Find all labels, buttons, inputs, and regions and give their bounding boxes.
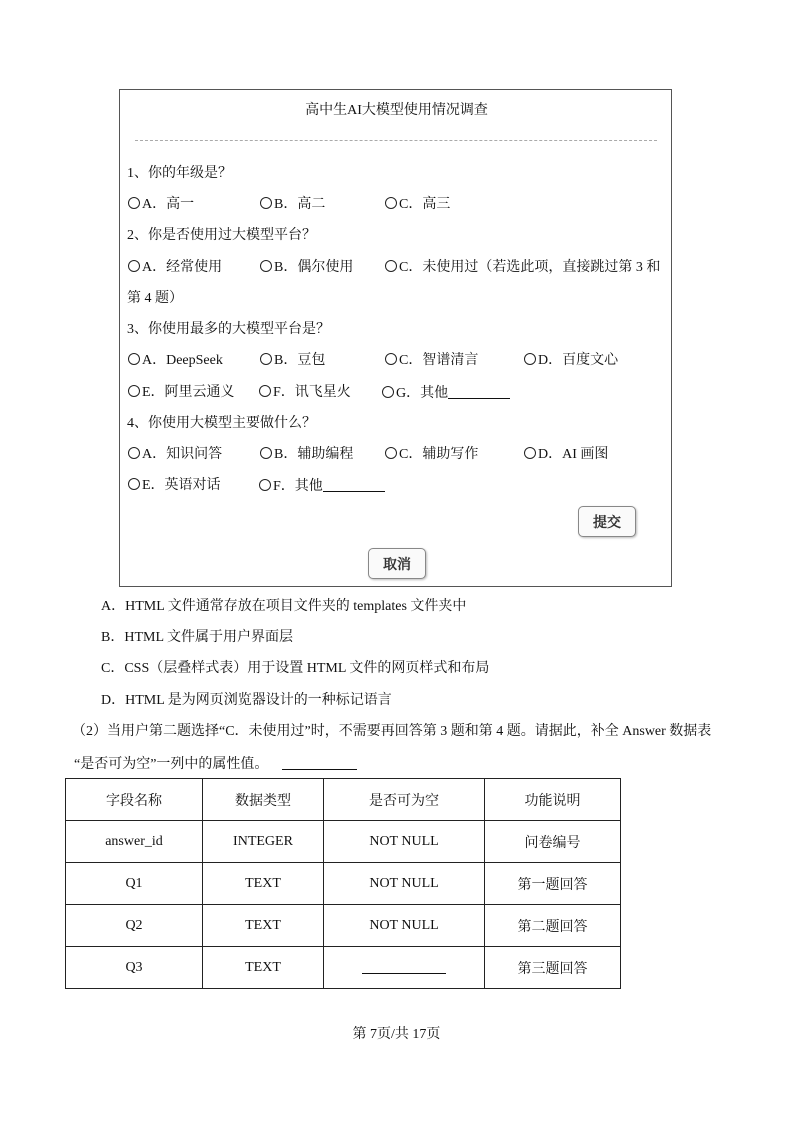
radio-option[interactable]: E．英语对话 — [128, 477, 221, 495]
answer-blank — [282, 755, 357, 770]
choice-a: A．HTML 文件通常存放在项目文件夹的 templates 文件夹中 — [101, 599, 467, 614]
header-cell: 是否可为空 — [324, 779, 485, 821]
header-cell: 字段名称 — [66, 779, 203, 821]
radio-option[interactable]: B．偶尔使用 — [260, 259, 353, 277]
radio-option[interactable]: D．百度文心 — [524, 352, 618, 370]
table-header-row — [66, 779, 621, 821]
radio-option[interactable]: C．辅助写作 — [385, 446, 478, 464]
radio-option[interactable]: A．高一 — [128, 196, 194, 214]
cancel-button[interactable]: 取消 — [368, 548, 426, 579]
question-4: 4、你使用大模型主要做什么？ — [127, 416, 316, 431]
cell: 第三题回答 — [485, 947, 621, 989]
table-row — [66, 863, 621, 905]
cell-blank — [324, 947, 485, 989]
cell: Q3 — [66, 947, 203, 989]
radio-option[interactable]: D．AI 画图 — [524, 446, 608, 464]
choice-d: D．HTML 是为网页浏览器设计的一种标记语言 — [101, 693, 392, 708]
question-1: 1、你的年级是？ — [127, 166, 232, 181]
cell: TEXT — [203, 947, 324, 989]
radio-option[interactable]: B．豆包 — [260, 352, 325, 370]
cell: NOT NULL — [324, 821, 485, 863]
cell: TEXT — [203, 905, 324, 947]
question-2: 2、你是否使用过大模型平台？ — [127, 228, 316, 243]
table-row — [66, 905, 621, 947]
table-row — [66, 821, 621, 863]
radio-option[interactable]: B．高二 — [260, 196, 325, 214]
radio-option[interactable]: C．未使用过（若选此项，直接跳过第 3 和 — [385, 259, 660, 277]
question-3: 3、你使用最多的大模型平台是？ — [127, 322, 330, 337]
cell: Q1 — [66, 863, 203, 905]
answer-table — [65, 778, 621, 989]
radio-option[interactable]: A．DeepSeek — [128, 352, 223, 370]
cell: NOT NULL — [324, 905, 485, 947]
radio-option[interactable]: G．其他 — [382, 384, 510, 403]
answer-blank — [362, 959, 446, 974]
header-cell: 数据类型 — [203, 779, 324, 821]
option-continuation: 第 4 题） — [127, 291, 183, 306]
question-text: “是否可为空”一列中的属性值。 — [74, 755, 357, 774]
cell: 第二题回答 — [485, 905, 621, 947]
radio-option[interactable]: C．智谱清言 — [385, 352, 478, 370]
radio-option[interactable]: A．知识问答 — [128, 446, 222, 464]
radio-option[interactable]: A．经常使用 — [128, 259, 222, 277]
radio-option[interactable]: F．其他 — [259, 477, 385, 496]
other-input[interactable] — [448, 384, 510, 399]
header-cell: 功能说明 — [485, 779, 621, 821]
choice-b: B．HTML 文件属于用户界面层 — [101, 630, 293, 645]
divider — [135, 140, 657, 141]
table-row — [66, 947, 621, 989]
cell: 第一题回答 — [485, 863, 621, 905]
choice-c: C．CSS（层叠样式表）用于设置 HTML 文件的网页样式和布局 — [101, 661, 490, 676]
other-input[interactable] — [323, 477, 385, 492]
radio-option[interactable]: C．高三 — [385, 196, 450, 214]
question-text: （2）当用户第二题选择“C．未使用过”时，不需要再回答第 3 题和第 4 题。请据此，补全 Answer 数据表 — [72, 724, 712, 739]
radio-option[interactable]: B．辅助编程 — [260, 446, 353, 464]
cell: 问卷编号 — [485, 821, 621, 863]
submit-button[interactable]: 提交 — [578, 506, 636, 537]
cell: Q2 — [66, 905, 203, 947]
radio-option[interactable]: F．讯飞星火 — [259, 384, 351, 402]
cell: TEXT — [203, 863, 324, 905]
cell: INTEGER — [203, 821, 324, 863]
survey-title: 高中生AI大模型使用情况调查 — [305, 103, 488, 118]
radio-option[interactable]: E．阿里云通义 — [128, 384, 235, 402]
cell: answer_id — [66, 821, 203, 863]
cell: NOT NULL — [324, 863, 485, 905]
page-footer: 第 7页/共 17页 — [352, 1027, 441, 1042]
